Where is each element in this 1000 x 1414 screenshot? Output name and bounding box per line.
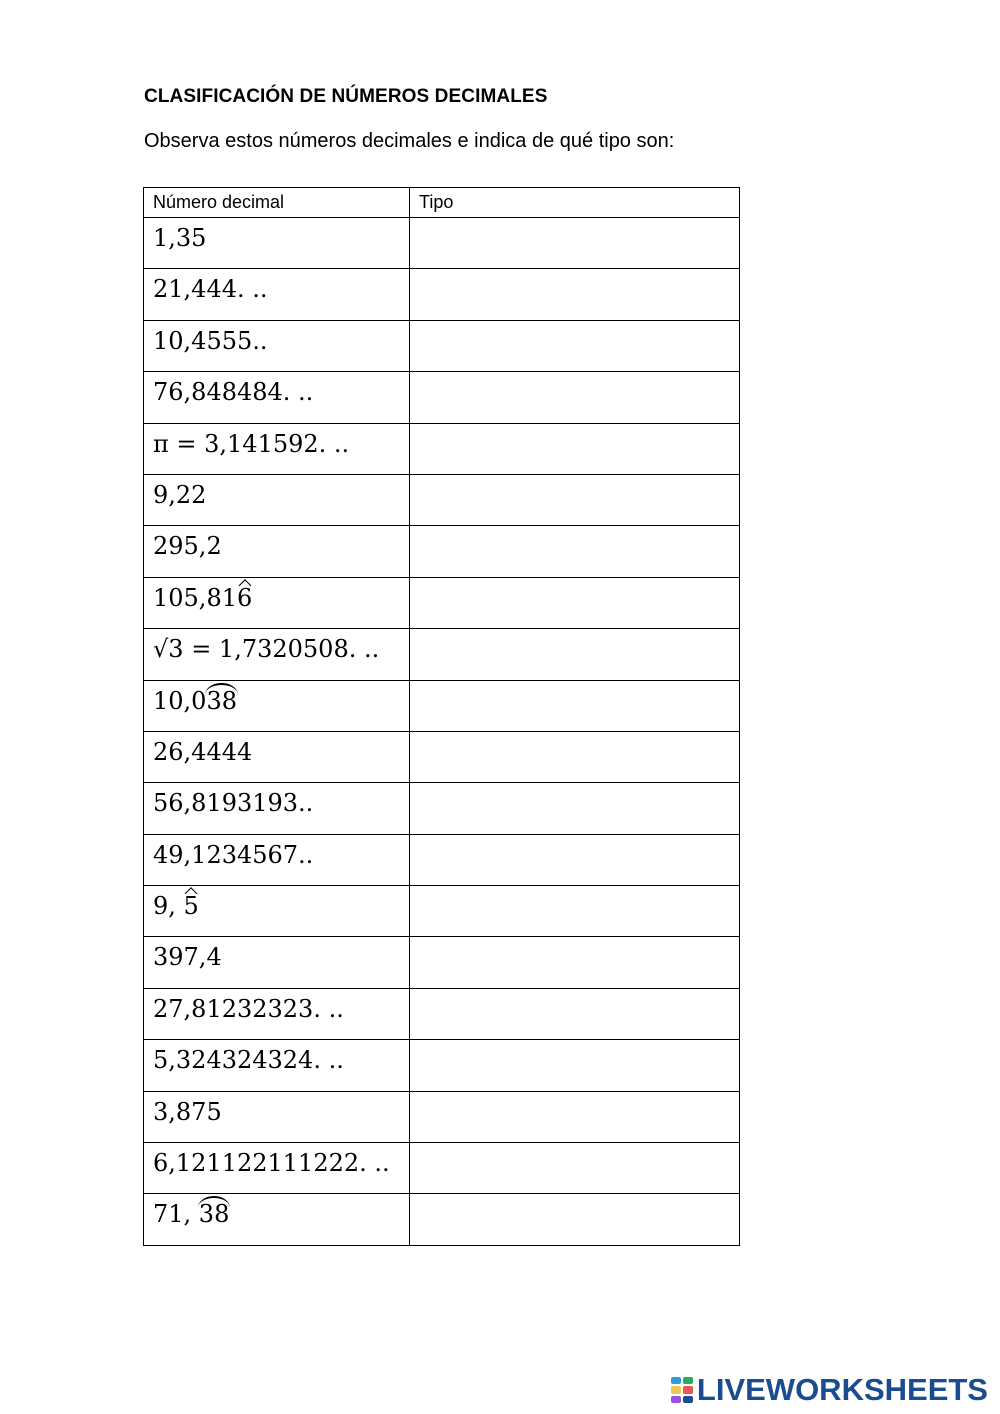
decimal-classification-table: [143, 187, 740, 1246]
table-row: [144, 1143, 740, 1194]
table-header-row: [144, 188, 740, 218]
decimal-number-cell: 5,324324324. ..: [144, 1040, 410, 1091]
table-row: [144, 783, 740, 834]
table-row: [144, 834, 740, 885]
type-answer-cell[interactable]: [410, 680, 740, 731]
table-row: [144, 320, 740, 371]
table-body: [144, 218, 740, 1246]
table-row: [144, 937, 740, 988]
type-answer-cell[interactable]: [410, 783, 740, 834]
header-number: Número decimal: [144, 188, 410, 218]
decimal-number-cell: π = 3,141592. ..: [144, 423, 410, 474]
table-row: [144, 988, 740, 1039]
decimal-number-cell: 9,22: [144, 474, 410, 525]
type-answer-cell[interactable]: [410, 629, 740, 680]
decimal-number-cell: 71, 38: [144, 1194, 410, 1245]
decimal-number-cell: 1,35: [144, 218, 410, 269]
table-row: [144, 629, 740, 680]
type-answer-cell[interactable]: [410, 269, 740, 320]
liveworksheets-logo-text: LIVEWORKSHEETS: [696, 1372, 988, 1407]
header-type: Tipo: [410, 188, 740, 218]
type-answer-cell[interactable]: [410, 731, 740, 782]
type-answer-cell[interactable]: [410, 886, 740, 937]
table-row: [144, 526, 740, 577]
decimal-number-cell: 49,1234567..: [144, 834, 410, 885]
type-answer-cell[interactable]: [410, 577, 740, 628]
table-row: [144, 372, 740, 423]
type-answer-cell[interactable]: [410, 1143, 740, 1194]
table-row: [144, 886, 740, 937]
type-answer-cell[interactable]: [410, 834, 740, 885]
type-answer-cell[interactable]: [410, 218, 740, 269]
logo-square: [683, 1396, 693, 1403]
type-answer-cell[interactable]: [410, 1091, 740, 1142]
type-answer-cell[interactable]: [410, 1040, 740, 1091]
table-row: [144, 731, 740, 782]
type-answer-cell[interactable]: [410, 474, 740, 525]
table-row: [144, 269, 740, 320]
type-answer-cell[interactable]: [410, 372, 740, 423]
logo-square: [671, 1386, 681, 1393]
decimal-number-cell: 397,4: [144, 937, 410, 988]
decimal-number-cell: 295,2: [144, 526, 410, 577]
type-answer-cell[interactable]: [410, 526, 740, 577]
decimal-number-cell: 105,816: [144, 577, 410, 628]
logo-square: [671, 1396, 681, 1403]
table-row: [144, 218, 740, 269]
decimal-number-cell: 3,875: [144, 1091, 410, 1142]
decimal-number-cell: 21,444. ..: [144, 269, 410, 320]
table-row: [144, 1194, 740, 1245]
decimal-number-cell: 26,4444: [144, 731, 410, 782]
type-answer-cell[interactable]: [410, 423, 740, 474]
worksheet-instruction: Observa estos números decimales e indica de qué tipo son:: [144, 130, 675, 152]
table-row: [144, 1091, 740, 1142]
liveworksheets-logo: [671, 1372, 988, 1408]
table-row: [144, 1040, 740, 1091]
decimal-number-cell: 6,121122111222. ..: [144, 1143, 410, 1194]
decimal-number-cell: √3 = 1,7320508. ..: [144, 629, 410, 680]
table-row: [144, 474, 740, 525]
table-row: [144, 577, 740, 628]
logo-square: [683, 1386, 693, 1393]
decimal-number-cell: 10,4555..: [144, 320, 410, 371]
type-answer-cell[interactable]: [410, 937, 740, 988]
liveworksheets-logo-icon: [671, 1377, 693, 1403]
worksheet-title: CLASIFICACIÓN DE NÚMEROS DECIMALES: [144, 86, 548, 107]
type-answer-cell[interactable]: [410, 320, 740, 371]
table-row: [144, 680, 740, 731]
logo-square: [671, 1377, 681, 1384]
decimal-number-cell: 76,848484. ..: [144, 372, 410, 423]
table-row: [144, 423, 740, 474]
decimal-number-cell: 10,038: [144, 680, 410, 731]
decimal-number-cell: 27,81232323. ..: [144, 988, 410, 1039]
type-answer-cell[interactable]: [410, 988, 740, 1039]
logo-square: [683, 1377, 693, 1384]
type-answer-cell[interactable]: [410, 1194, 740, 1245]
decimal-number-cell: 9, 5: [144, 886, 410, 937]
decimal-number-cell: 56,8193193..: [144, 783, 410, 834]
